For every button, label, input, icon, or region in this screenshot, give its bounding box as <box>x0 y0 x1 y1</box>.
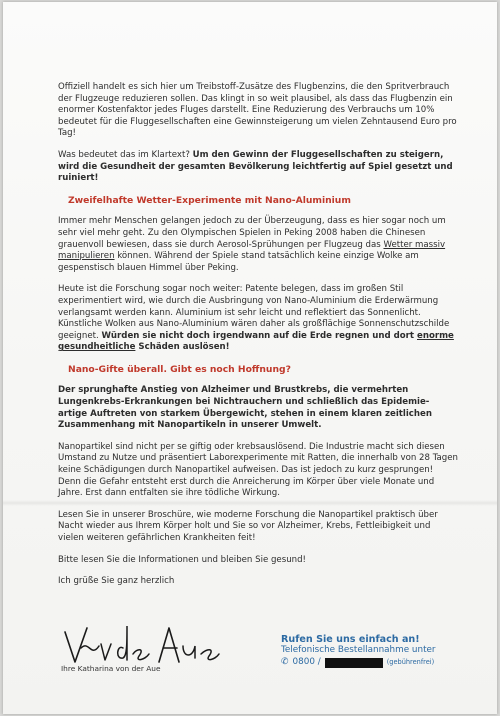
signature-caption: Ihre Katharina von der Aue <box>61 664 161 673</box>
olympics-text-b: können. Während der Spiele stand tatsächlich keine einzige Wolke am gespenstisch blauen Himmel über Peking. <box>58 251 419 273</box>
greeting: Ich grüße Sie ganz herzlich <box>58 576 175 587</box>
olympics-underline: Wetter massiv manipulieren <box>58 239 446 262</box>
paragraph-plain-lead: Was bedeutet das im Klartext? <box>58 149 193 160</box>
paragraph-nano-aluminium <box>58 284 458 354</box>
contact-cta: Rufen Sie uns einfach an! <box>281 634 420 645</box>
nano-bold-end: Schäden auslösen! <box>135 342 230 353</box>
phone-icon: ✆ <box>281 656 289 667</box>
paragraph-brochure: Lesen Sie in unserer Broschüre, wie moderne Forschung die Nanopartikel praktisch über Nacht wieder aus Ihrem Körper holt und Sie so vor Alzheimer, Krebs, Fettleibigkeit und vielen weiteren gefährlichen Krankheiten feit! <box>58 509 438 543</box>
nano-bold: Würden sie nicht doch irgendwann auf die Erde regnen und dort <box>101 330 417 341</box>
redacted-number <box>325 658 383 668</box>
paragraph-olympics <box>58 216 458 274</box>
phone-number[interactable] <box>281 657 481 668</box>
paragraph-plain-meaning <box>58 150 458 185</box>
olympics-text-a: Immer mehr Menschen gelangen jedoch zu der Überzeugung, dass es hier sogar noch um sehr viel mehr geht. Zu den Olympischen Spielen in Peking 2008 haben die Chinesen grauenvoll bewiesen, dass sie durch Aerosol-Sprühungen per Flugzeug das <box>58 216 446 250</box>
heading-weather-experiments: Zweifelhafte Wetter-Experimente mit Nano-Aluminium <box>68 194 351 206</box>
paragraph-plain-bold: Um den Gewinn der Fluggesellschaften zu steigern, wird die Gesundheit der gesamten Bevölkerung leichtfertig auf Spiel gesetzt und ruiniert! <box>58 149 453 184</box>
paragraph-fuel-additives: Offiziell handelt es sich hier um Treibstoff-Zusätze des Flugbenzins, die den Spritverbrauch der Flugzeuge reduzieren sollen. Das klingt in so weit plausibel, als dass das Flugbenzin ein enormer Kostenfaktor jedes Fluges darstellt. Eine Reduzierung des Verbrauchs um 10% bedeutet für die Fluggesellschaften eine Gewinnsteigerung um vielen Zehntausend Euro pro Tag! <box>58 82 457 139</box>
phone-prefix: 0800 / <box>292 656 321 667</box>
contact-line: Telefonische Bestellannahme unter <box>281 645 436 656</box>
nano-bold-underline: enorme gesundheitliche <box>58 330 454 353</box>
paragraph-diseases: Der sprunghafte Anstieg von Alzheimer und Brustkrebs, die vermehrten Lungenkrebs-Erkrankungen bei Nichtrauchern und schließlich das Epidemie-artige Auftreten von starkem Übergewicht, stehen in einem klaren zeitlichen Zusammenhang mit Nanopartikeln in unserer Umwelt. <box>58 385 432 431</box>
heading-nano-poisons: Nano-Gifte überall. Gibt es noch Hoffnung? <box>68 363 291 375</box>
paragraph-read-info: Bitte lesen Sie die Informationen und bleiben Sie gesund! <box>58 554 306 565</box>
nano-text: Heute ist die Forschung sogar noch weiter: Patente belegen, dass im großen Stil experimentiert wird, wie durch die Ausbringung von Nano-Aluminium die Erderwärmung verlangsamt werden kann. Aluminium ist sehr leicht und reflektiert das Sonnenlicht. Künstliche Wolken aus Nano-Aluminium wären daher als großflächige Sonnenschutzschilde geeignet. <box>58 284 450 341</box>
letter-page <box>3 2 497 714</box>
letter-body <box>58 82 458 588</box>
contact-box <box>281 634 481 668</box>
phone-note: (gebührenfrei) <box>386 657 435 666</box>
paragraph-nanoparticles: Nanopartikel sind nicht per se giftig oder krebsauslösend. Die Industrie macht sich diesen Umstand zu Nutze und präsentiert Laborexperimente mit Ratten, die innerhalb von 28 Tagen keine Schädigungen durch Nanopartikel aufweisen. Das ist jedoch zu kurz gesprungen! Denn die Gefahr entsteht erst durch die Anreicherung im Körper über viele Monate und Jahre. Erst dann entfalten sie ihre tödliche Wirkung. <box>58 441 458 499</box>
